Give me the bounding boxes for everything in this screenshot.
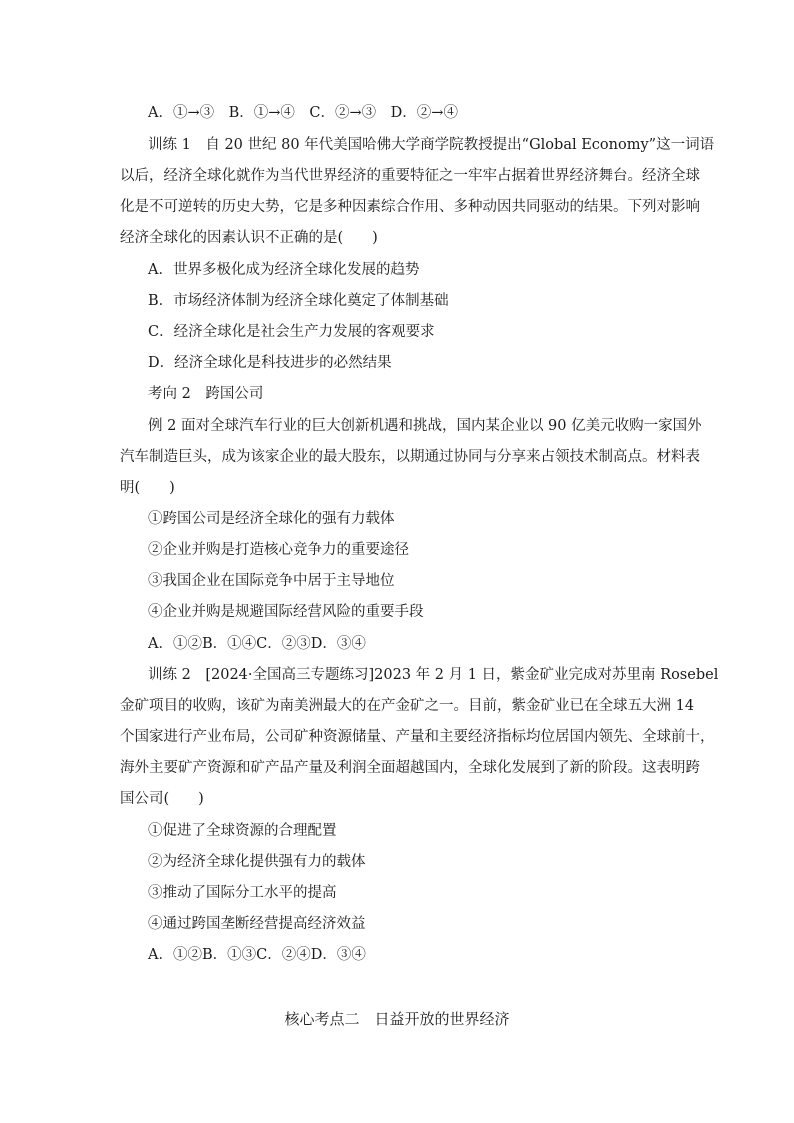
statement-4: ④通过跨国垄断经营提高经济效益: [148, 916, 366, 932]
topic-heading: 考向 2 跨国公司: [148, 386, 264, 402]
example-2-stem: 明( ): [120, 480, 175, 496]
options-line: A．①→③ B．①→④ C．②→③ D．②→④: [148, 105, 458, 121]
exercise-1-stem: 以后，经济全球化就作为当代世界经济的重要特征之一牢牢占据着世界经济舞台。经济全球: [120, 168, 700, 184]
option-a: A．世界多极化成为经济全球化发展的趋势: [148, 262, 420, 278]
statement-3: ③推动了国际分工水平的提高: [148, 885, 337, 901]
statement-4: ④企业并购是规避国际经营风险的重要手段: [148, 604, 424, 620]
option-b: B．市场经济体制为经济全球化奠定了体制基础: [148, 293, 449, 309]
option-c: C．经济全球化是社会生产力发展的客观要求: [148, 324, 435, 340]
exercise-1-stem: 化是不可逆转的历史大势，它是多种因素综合作用、多种动因共同驱动的结果。下列对影响: [120, 199, 700, 215]
exercise-2-stem: 训练 2 [2024·全国高三专题练习]2023 年 2 月 1 日，紫金矿业完成对苏里南 Rosebel: [148, 667, 719, 683]
statement-3: ③我国企业在国际竞争中居于主导地位: [148, 573, 395, 589]
statement-2: ②企业并购是打造核心竞争力的重要途径: [148, 542, 409, 558]
exercise-1-stem: 训练 1 自 20 世纪 80 年代美国哈佛大学商学院教授提出“Global Economy”这一词语: [148, 137, 715, 153]
options-line: A．①②B．①④C．②③D．③④: [148, 636, 366, 652]
statement-2: ②为经济全球化提供强有力的载体: [148, 854, 366, 870]
example-2-stem: 例 2 面对全球汽车行业的巨大创新机遇和挑战，国内某企业以 90 亿美元收购一家国外: [148, 418, 702, 434]
options-line: A．①②B．①③C．②④D．③④: [148, 947, 366, 963]
statement-1: ①促进了全球资源的合理配置: [148, 823, 337, 839]
example-2-stem: 汽车制造巨头，成为该家企业的最大股东，以期通过协同与分享来占领技术制高点。材料表: [120, 449, 700, 465]
exercise-2-stem: 个国家进行产业布局，公司矿种资源储量、产量和主要经济指标均位居国内领先、全球前十，: [120, 729, 715, 745]
exercise-1-stem: 经济全球化的因素认识不正确的是( ): [120, 230, 378, 246]
exercise-2-stem: 海外主要矿产资源和矿产品产量及利润全面超越国内，全球化发展到了新的阶段。这表明跨: [120, 760, 700, 776]
option-d: D．经济全球化是科技进步的必然结果: [148, 355, 392, 371]
exercise-2-stem: 金矿项目的收购，该矿为南美洲最大的在产金矿之一。目前，紫金矿业已在全球五大洲 14: [120, 698, 695, 714]
exercise-2-stem: 国公司( ): [120, 791, 204, 807]
section-heading: 核心考点二 日益开放的世界经济: [284, 1010, 510, 1028]
statement-1: ①跨国公司是经济全球化的强有力载体: [148, 511, 395, 527]
